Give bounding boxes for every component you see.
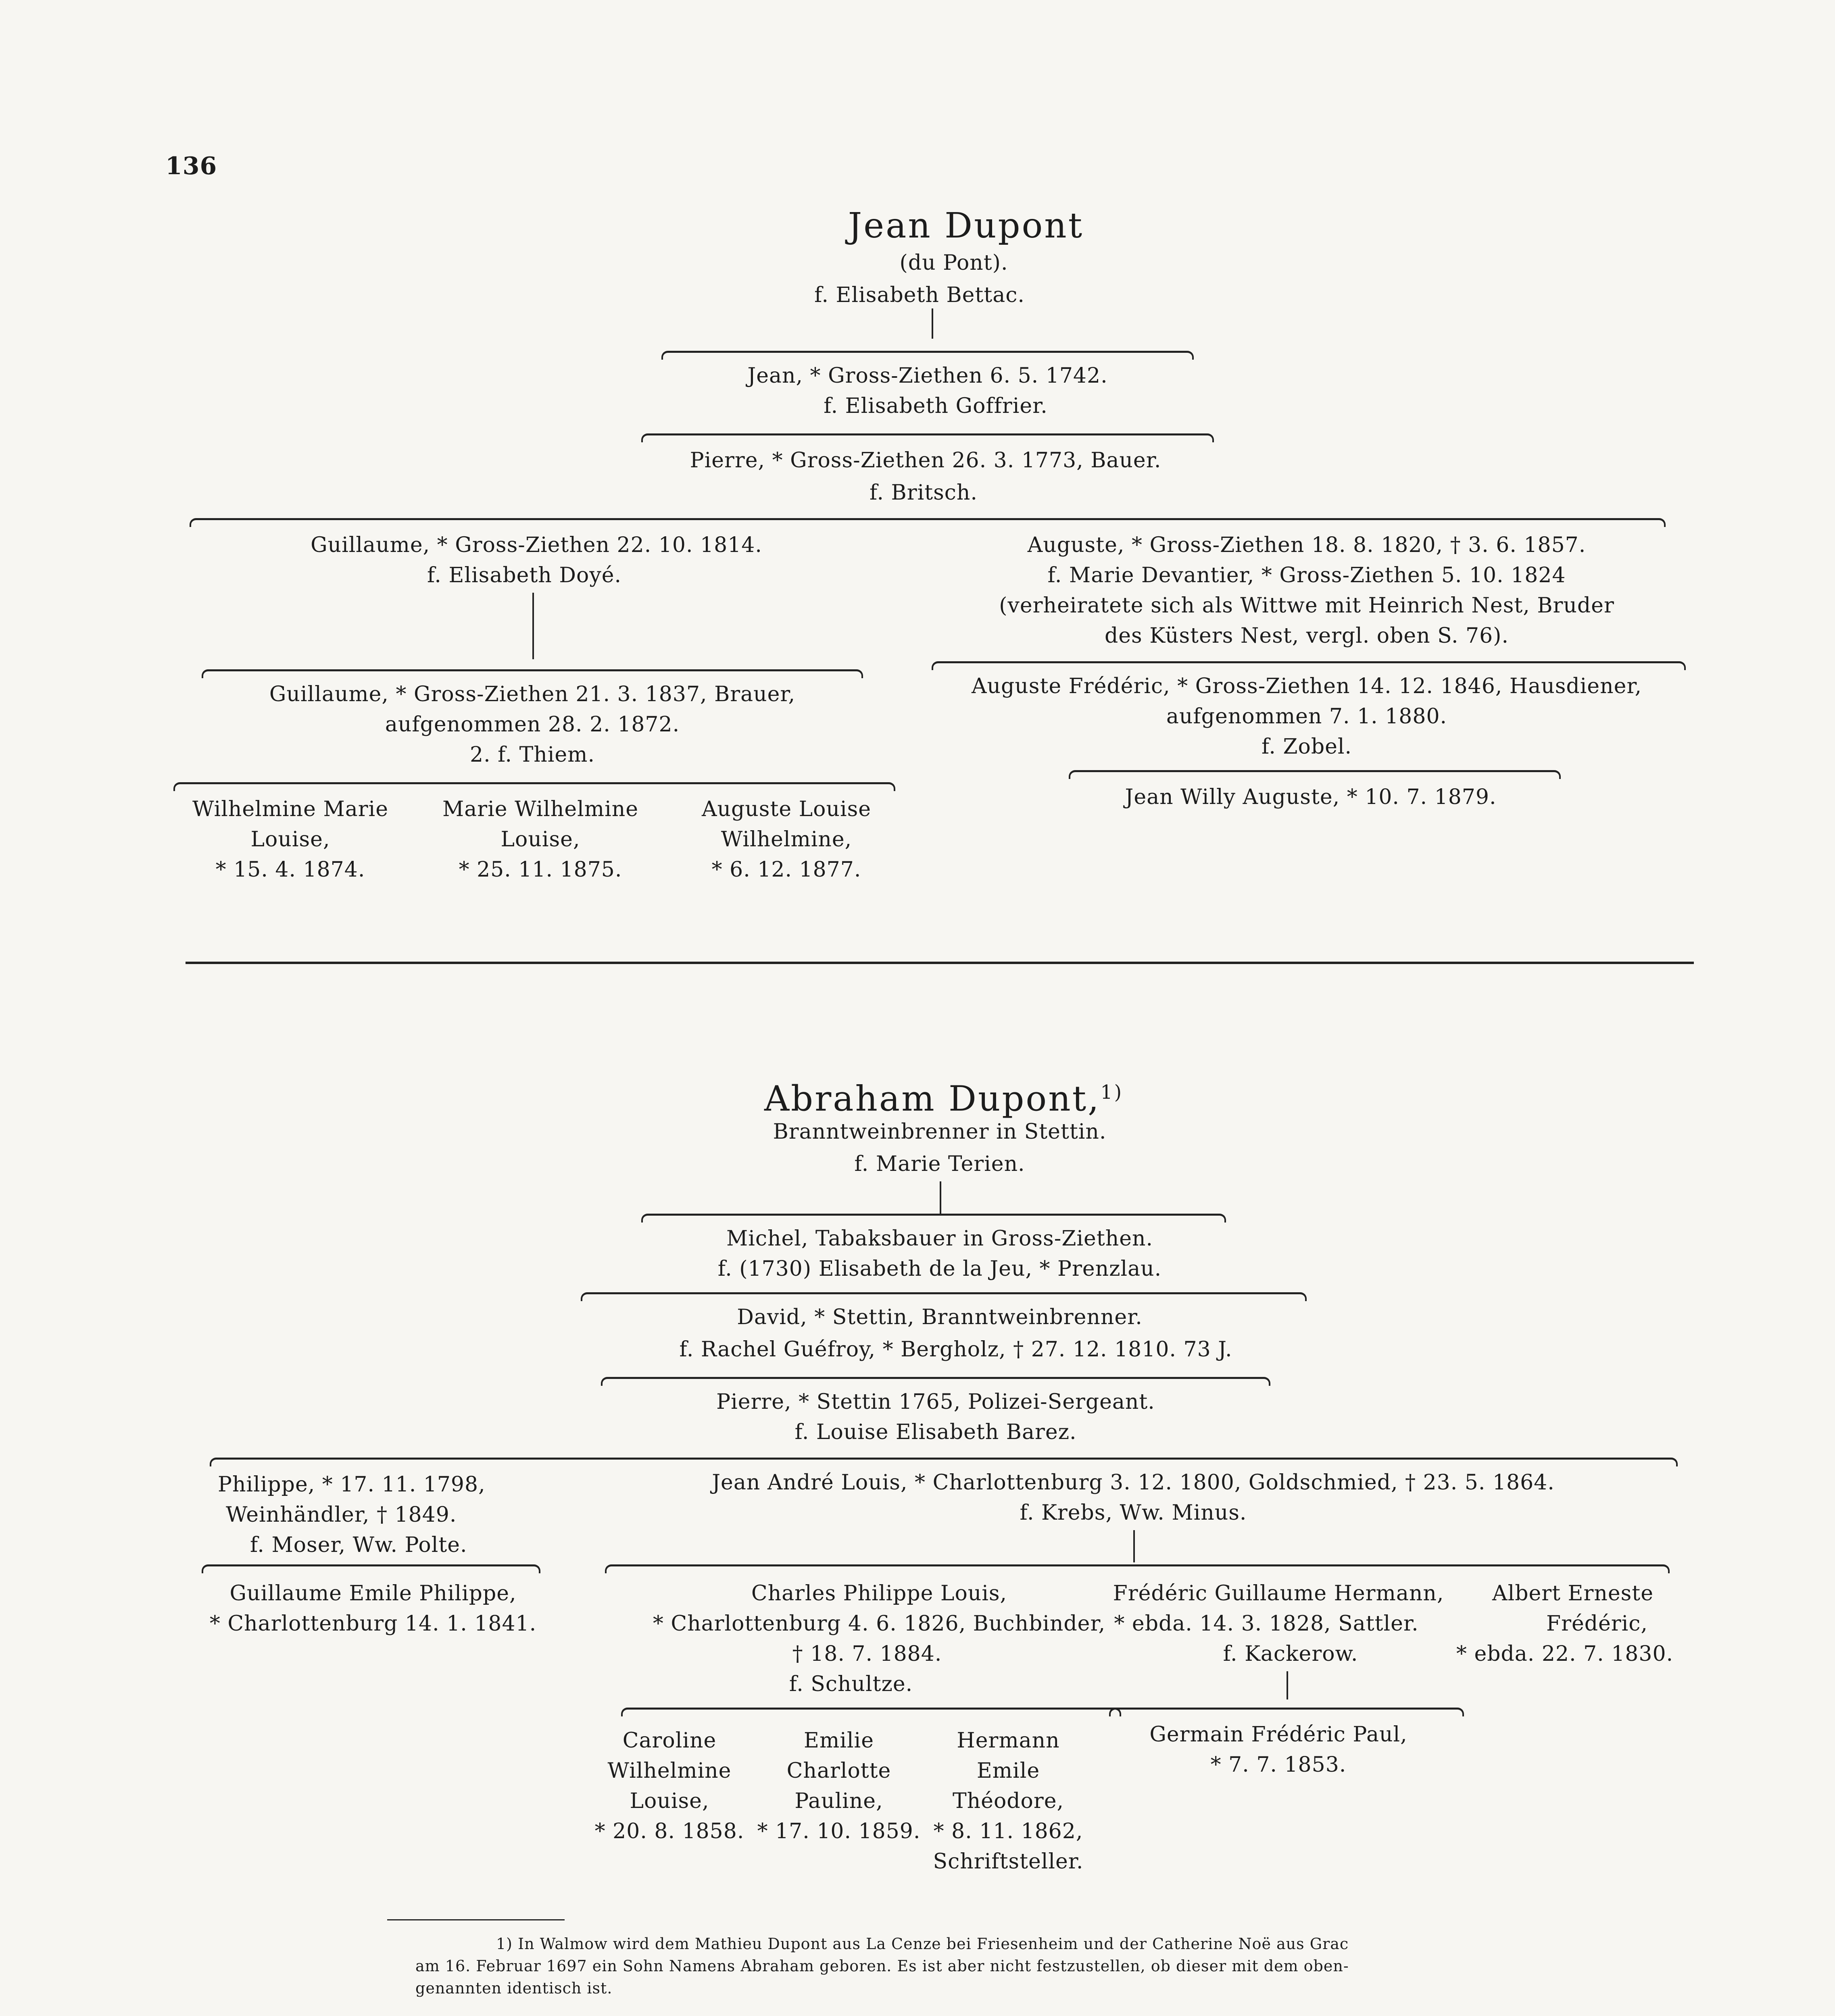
- child-1-line-3: * 15. 4. 1874.: [215, 858, 365, 882]
- frederic-line-3: f. Kackerow.: [1223, 1642, 1358, 1666]
- charles-child-1-line-1: Caroline: [622, 1729, 717, 1753]
- footnote-line-3: genannten identisch ist.: [415, 1979, 613, 1997]
- gen2-line-1: Pierre, * Gross-Ziethen 26. 3. 1773, Bauer.: [690, 448, 1161, 473]
- guillaume-sr-line-2: f. Elisabeth Doyé.: [427, 563, 622, 587]
- child-2-line-3: * 25. 11. 1875.: [459, 858, 622, 882]
- guillaume-jr-line-2: aufgenommen 28. 2. 1872.: [385, 712, 680, 737]
- charles-line-3: † 18. 7. 1884.: [792, 1642, 942, 1666]
- tree-bracket: [581, 1292, 1307, 1301]
- tree-line: [1133, 1530, 1135, 1562]
- tree-bracket: [932, 661, 1686, 670]
- charles-line-4: f. Schultze.: [789, 1672, 913, 1696]
- germain-line-1: Germain Frédéric Paul,: [1149, 1722, 1408, 1747]
- philippe-line-3: f. Moser, Ww. Polte.: [250, 1533, 467, 1557]
- footnote-line-1: 1) In Walmow wird dem Mathieu Dupont aus La Cenze bei Friesenheim und der Catherine Noë aus Grac: [496, 1935, 1349, 1953]
- frederic-line-2: * ebda. 14. 3. 1828, Sattler.: [1114, 1612, 1419, 1636]
- family-head-note: (du Pont).: [899, 251, 1008, 275]
- footnote-line-2: am 16. Februar 1697 ein Sohn Namens Abraham geboren. Es ist aber nicht festzustellen, ob dieser mit dem oben-: [415, 1957, 1349, 1975]
- gen2-line-2: f. Britsch.: [870, 481, 978, 505]
- pierre-line-1: Pierre, * Stettin 1765, Polizei-Sergeant.: [716, 1390, 1155, 1414]
- philippe-line-2: Weinhändler, † 1849.: [226, 1503, 457, 1527]
- tree-bracket: [605, 1564, 1670, 1573]
- child-2-line-1: Marie Wilhelmine: [442, 797, 638, 821]
- head-line-2: f. Marie Terien.: [854, 1152, 1025, 1176]
- david-line-1: David, * Stettin, Branntweinbrenner.: [737, 1305, 1143, 1329]
- charles-child-3-line-3: Théodore,: [952, 1789, 1064, 1813]
- guillaume-jr-line-3: 2. f. Thiem.: [469, 743, 595, 767]
- auguste-sr-line-4: des Küsters Nest, vergl. oben S. 76).: [1105, 624, 1509, 648]
- auguste-sr-line-2: f. Marie Devantier, * Gross-Ziethen 5. 10. 1824: [1047, 563, 1566, 587]
- charles-child-2-line-1: Emilie: [804, 1729, 874, 1753]
- family-head: Abraham Dupont,$^{1)}$: [764, 1079, 1124, 1119]
- tree-bracket: [1069, 770, 1561, 779]
- family-head-spouse: f. Elisabeth Bettac.: [814, 283, 1025, 307]
- tree-bracket: [621, 1708, 1121, 1716]
- section-divider: [186, 962, 1694, 964]
- auguste-frederic-line-2: aufgenommen 7. 1. 1880.: [1166, 704, 1447, 729]
- head-line-1: Branntweinbrenner in Stettin.: [773, 1120, 1107, 1144]
- auguste-frederic-line-1: Auguste Frédéric, * Gross-Ziethen 14. 12. 1846, Hausdiener,: [971, 674, 1642, 698]
- frederic-line-1: Frédéric Guillaume Hermann,: [1113, 1581, 1444, 1606]
- charles-child-3-line-5: Schriftsteller.: [933, 1849, 1084, 1874]
- michel-line-2: f. (1730) Elisabeth de la Jeu, * Prenzlau.: [717, 1257, 1162, 1281]
- albert-line-3: * ebda. 22. 7. 1830.: [1456, 1642, 1674, 1666]
- page-number: 136: [165, 152, 217, 180]
- pierre-line-2: f. Louise Elisabeth Barez.: [794, 1420, 1077, 1444]
- tree-bracket: [173, 782, 895, 791]
- tree-bracket: [190, 518, 1666, 527]
- tree-bracket: [202, 669, 863, 678]
- guillaume-jr-line-1: Guillaume, * Gross-Ziethen 21. 3. 1837, Brauer,: [269, 682, 796, 706]
- tree-bracket: [202, 1564, 540, 1573]
- philippe-line-1: Philippe, * 17. 11. 1798,: [218, 1472, 486, 1497]
- auguste-sr-line-1: Auguste, * Gross-Ziethen 18. 8. 1820, † 3. 6. 1857.: [1027, 533, 1586, 557]
- tree-bracket: [601, 1377, 1270, 1386]
- guillaume-emile-line-1: Guillaume Emile Philippe,: [229, 1581, 517, 1606]
- charles-child-1-line-3: Louise,: [630, 1789, 709, 1813]
- charles-child-2-line-4: * 17. 10. 1859.: [757, 1819, 921, 1843]
- charles-child-3-line-1: Hermann: [957, 1729, 1060, 1753]
- david-line-2: f. Rachel Guéfroy, * Bergholz, † 27. 12. 1810. 73 J.: [679, 1337, 1232, 1362]
- tree-bracket: [641, 433, 1214, 442]
- jean-willy: Jean Willy Auguste, * 10. 7. 1879.: [1125, 785, 1497, 809]
- child-3-line-1: Auguste Louise: [701, 797, 872, 821]
- child-1-line-1: Wilhelmine Marie: [192, 797, 388, 821]
- child-1-line-2: Louise,: [250, 827, 330, 852]
- gen1-line-1: Jean, * Gross-Ziethen 6. 5. 1742.: [747, 364, 1108, 388]
- charles-child-1-line-2: Wilhelmine: [607, 1759, 732, 1783]
- guillaume-emile-line-2: * Charlottenburg 14. 1. 1841.: [209, 1612, 537, 1636]
- charles-child-3-line-2: Emile: [976, 1759, 1040, 1783]
- child-2-line-2: Louise,: [500, 827, 580, 852]
- charles-line-1: Charles Philippe Louis,: [751, 1581, 1007, 1606]
- tree-bracket: [210, 1458, 1678, 1466]
- albert-line-1: Albert Erneste: [1492, 1581, 1654, 1606]
- albert-line-2: Frédéric,: [1546, 1612, 1648, 1636]
- jean-andre-line-2: f. Krebs, Ww. Minus.: [1020, 1501, 1247, 1525]
- tree-line: [932, 308, 933, 339]
- child-3-line-2: Wilhelmine,: [721, 827, 852, 852]
- charles-child-2-line-3: Pauline,: [794, 1789, 883, 1813]
- tree-bracket: [661, 351, 1194, 360]
- tree-line: [532, 593, 534, 659]
- michel-line-1: Michel, Tabaksbauer in Gross-Ziethen.: [726, 1227, 1153, 1251]
- charles-child-2-line-2: Charlotte: [786, 1759, 891, 1783]
- germain-line-2: * 7. 7. 1853.: [1210, 1753, 1347, 1777]
- charles-child-1-line-4: * 20. 8. 1858.: [594, 1819, 744, 1843]
- auguste-frederic-line-3: f. Zobel.: [1261, 735, 1352, 759]
- child-3-line-3: * 6. 12. 1877.: [711, 858, 861, 882]
- family-head: Jean Dupont: [848, 206, 1084, 246]
- footnote-rule: [387, 1919, 565, 1920]
- charles-child-3-line-4: * 8. 11. 1862,: [933, 1819, 1083, 1843]
- tree-bracket: [1109, 1708, 1464, 1716]
- tree-line: [940, 1181, 941, 1214]
- tree-bracket: [641, 1214, 1226, 1223]
- jean-andre-line-1: Jean André Louis, * Charlottenburg 3. 12. 1800, Goldschmied, † 23. 5. 1864.: [712, 1470, 1555, 1495]
- gen1-line-2: f. Elisabeth Goffrier.: [824, 394, 1048, 418]
- tree-line: [1287, 1671, 1288, 1699]
- guillaume-sr-line-1: Guillaume, * Gross-Ziethen 22. 10. 1814.: [311, 533, 762, 557]
- charles-line-2: * Charlottenburg 4. 6. 1826, Buchbinder,: [653, 1612, 1106, 1636]
- auguste-sr-line-3: (verheiratete sich als Wittwe mit Heinrich Nest, Bruder: [999, 594, 1614, 618]
